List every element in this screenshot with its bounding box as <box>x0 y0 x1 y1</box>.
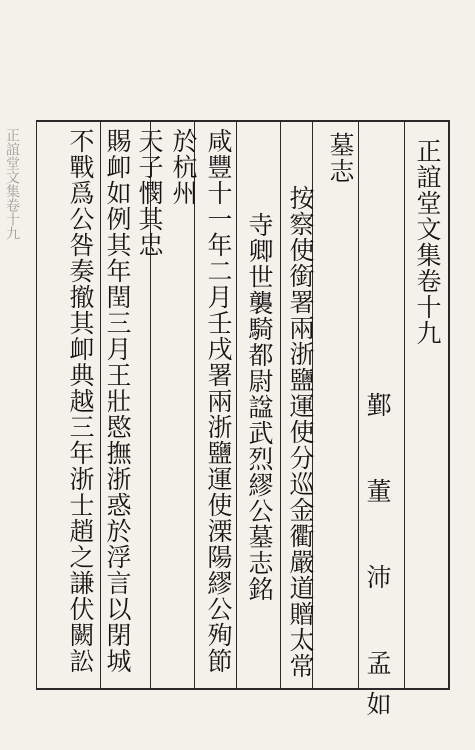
left-border <box>36 120 37 690</box>
body-line-4: 賜卹如例其年閏三月王壯愍撫浙惑於浮言以閉城 <box>103 128 132 674</box>
right-border <box>448 120 450 690</box>
column-divider <box>236 120 237 690</box>
body-line-2: 於杭州 <box>169 128 198 206</box>
left-edge-bleed-text: 正誼堂文集卷十九 <box>4 128 20 240</box>
essay-title-line-1: 按察使銜署兩浙鹽運使分巡金衢嚴道贈太常 <box>286 185 315 679</box>
column-divider <box>280 120 281 690</box>
body-line-1: 咸豐十一年二月壬戌署兩浙鹽運使溧陽繆公殉節 <box>204 128 233 674</box>
book-title-line: 正誼堂文集卷十九 <box>413 138 442 346</box>
top-border <box>36 120 450 122</box>
body-line-5: 不戰爲公咎奏撤其卹典越三年浙士趙之謙伏闕訟 <box>66 128 95 674</box>
author-line: 鄞 董 沛 孟如 <box>363 392 392 732</box>
essay-title-line-2: 寺卿世襲騎都尉諡武烈繆公墓志銘 <box>245 212 274 602</box>
column-divider <box>358 120 359 690</box>
column-divider <box>404 120 405 690</box>
body-line-3: 天子憫其忠 <box>135 128 164 258</box>
section-label: 墓志 <box>326 132 355 184</box>
